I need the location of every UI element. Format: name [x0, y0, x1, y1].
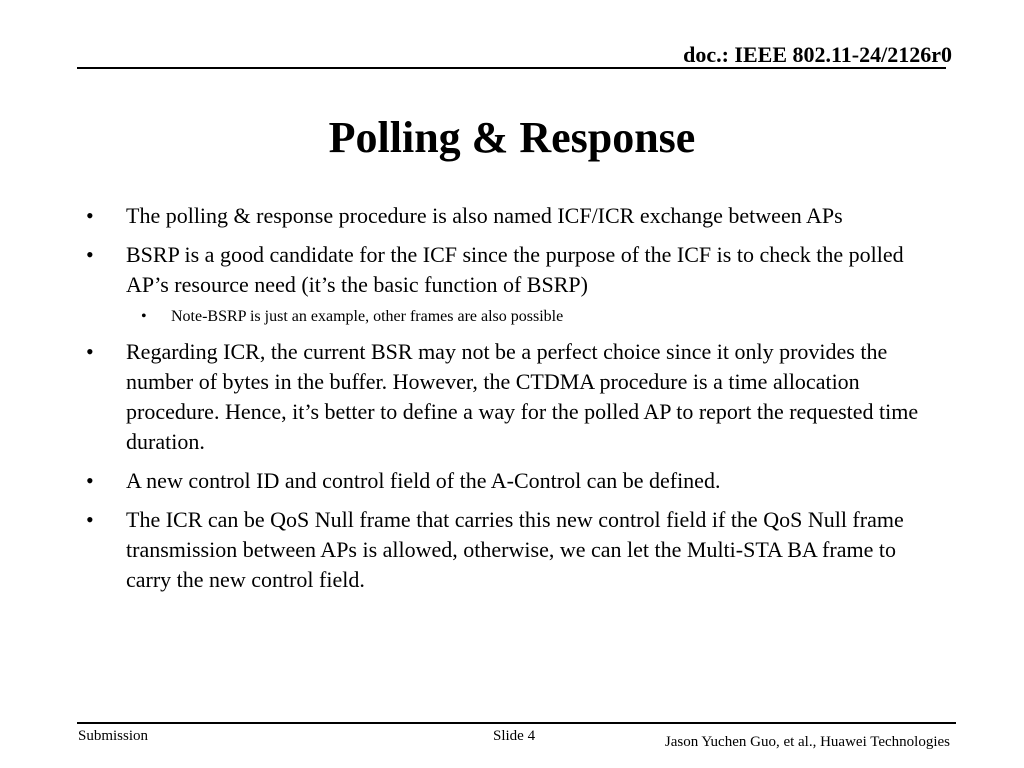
bullet-text: Regarding ICR, the current BSR may not be a perfect choice since it only provides the number of bytes in the buffer. However, the CTDMA procedure is a time allocation procedure. Hence, it’s better to define a way for the polled AP to report the requested time duration.: [126, 339, 919, 454]
footer-submission: Submission: [78, 728, 149, 744]
slide-title: Polling & Response: [328, 113, 696, 162]
doc-id-header: doc.: IEEE 802.11-24/2126r0: [683, 42, 952, 67]
sub-bullet-list: [126, 306, 943, 328]
bullet-item: [83, 201, 943, 231]
bullet-item: [83, 240, 943, 328]
bullet-text: The ICR can be QoS Null frame that carries this new control field if the QoS Null frame transmission between APs is allowed, otherwise, we can let the Multi-STA BA frame to carry the new control field.: [126, 507, 904, 592]
footer-slide-number: Slide 4: [493, 728, 536, 744]
bullet-marker: •: [86, 468, 94, 493]
bullet-item: [83, 505, 943, 595]
bullet-marker: •: [86, 203, 94, 228]
bottom-divider: [77, 722, 956, 724]
bullet-list: [83, 201, 943, 595]
bullet-text: The polling & response procedure is also named ICF/ICR exchange between APs: [126, 203, 843, 228]
slide-content: [83, 201, 943, 604]
bullet-marker: •: [86, 242, 94, 267]
footer-authors: Jason Yuchen Guo, et al., Huawei Technologies: [664, 734, 950, 750]
sub-bullet-marker: •: [141, 308, 147, 325]
top-divider: [77, 67, 946, 69]
bullet-item: [83, 466, 943, 496]
bullet-text: BSRP is a good candidate for the ICF since the purpose of the ICF is to check the polled AP’s resource need (it’s the basic function of BSRP): [126, 242, 904, 297]
bullet-marker: •: [86, 507, 94, 532]
sub-bullet-text: Note-BSRP is just an example, other frames are also possible: [171, 308, 564, 325]
bullet-marker: •: [86, 339, 94, 364]
bullet-text: A new control ID and control field of the A-Control can be defined.: [126, 468, 721, 493]
sub-bullet-item: [126, 306, 943, 328]
bullet-item: [83, 337, 943, 457]
